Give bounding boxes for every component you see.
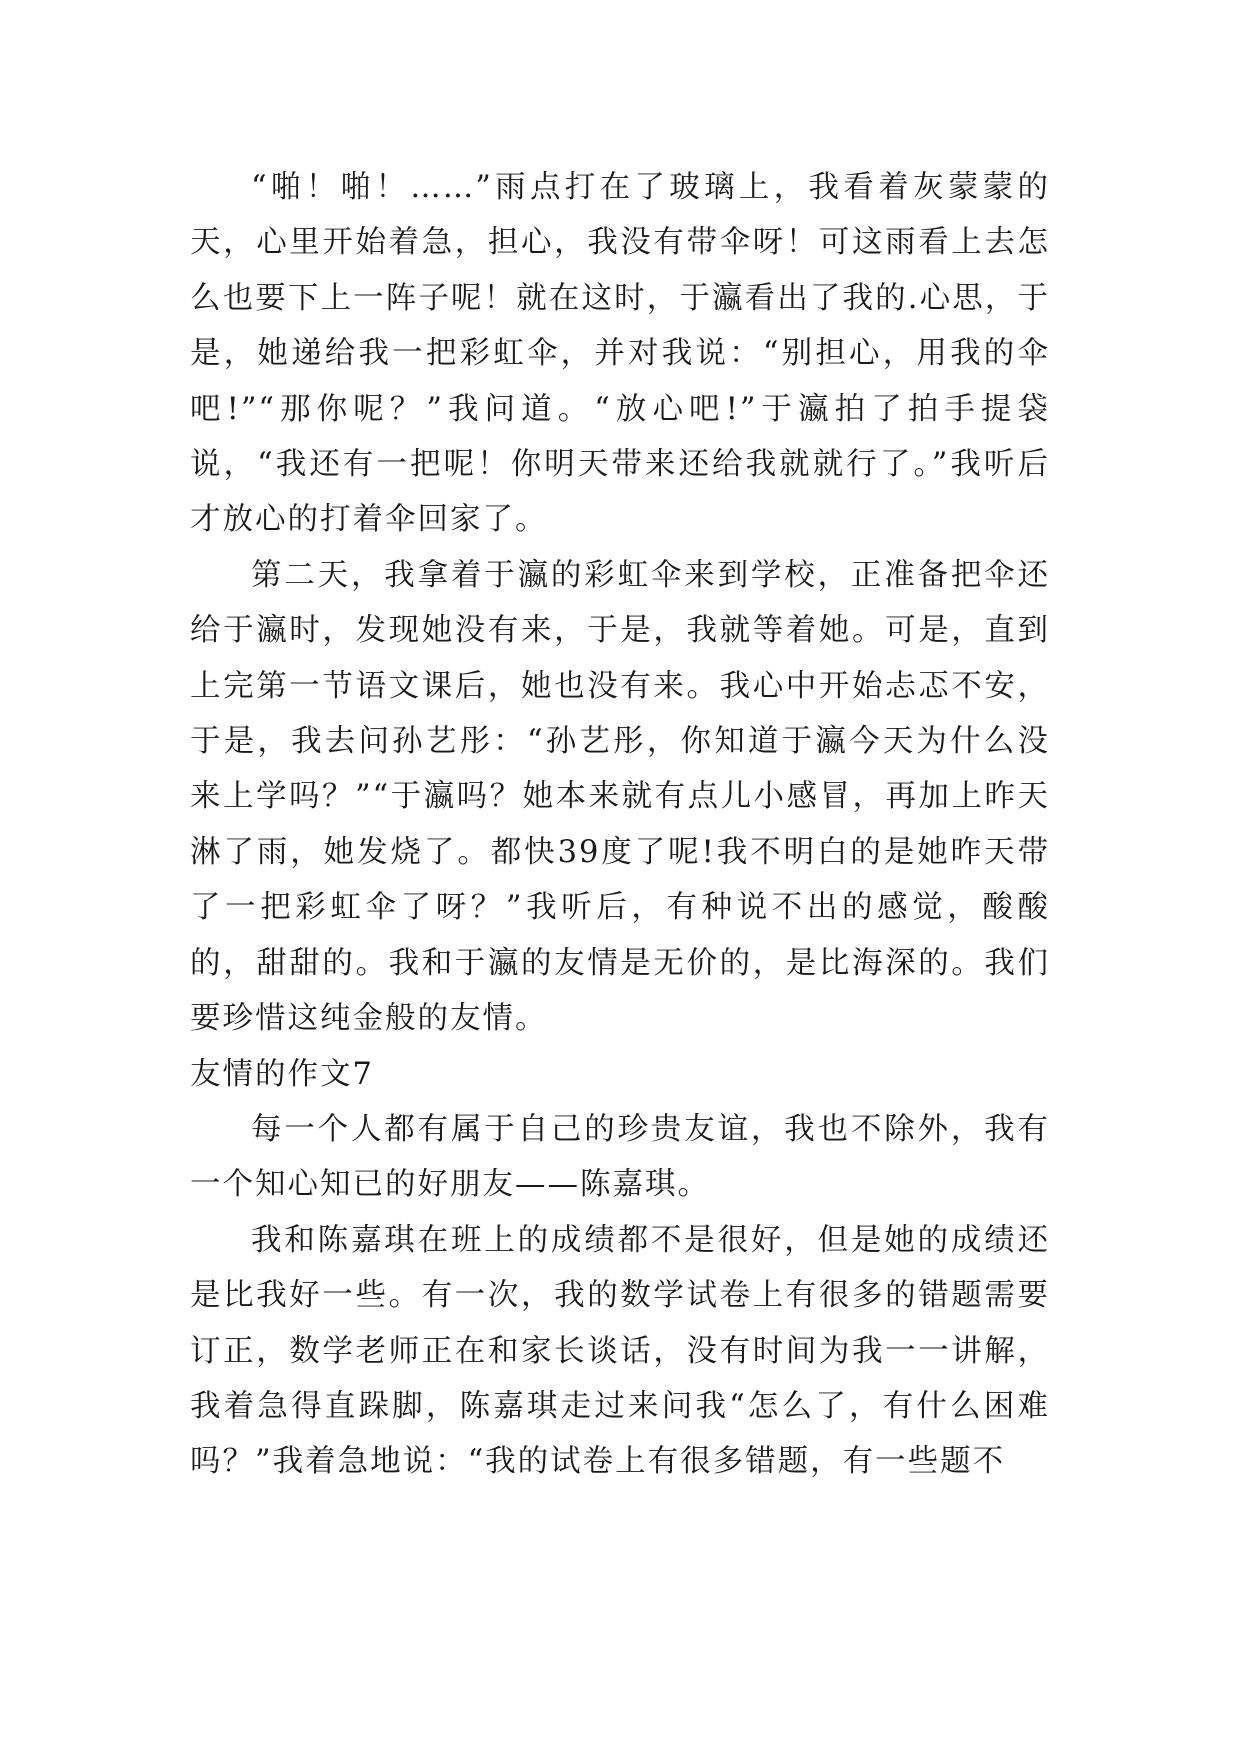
paragraph: 第二天，我拿着于瀛的彩虹伞来到学校，正准备把伞还给于瀛时，发现她没有来，于是，我就等着她。可是，直到上完第一节语文课后，她也没有来。我心中开始忐忑不安，于是，我去问孙艺彤：“孙艺彤，你知道于瀛今天为什么没来上学吗？”“于瀛吗？她本来就有点儿小感冒，再加上昨天淋了雨，她发烧了。都快39度了呢!我不明白的是她昨天带了一把彩虹伞了呀？”我听后，有种说不出的感觉，酸酸的，甜甜的。我和于瀛的友情是无价的，是比海深的。我们要珍惜这纯金般的友情。 bbox=[190, 557, 1050, 1037]
paragraph: “啪！啪！……”雨点打在了玻璃上，我看着灰蒙蒙的天，心里开始着急，担心，我没有带伞呀！可这雨看上去怎么也要下上一阵子呢！就在这时，于瀛看出了我的.心思，于是，她递给我一把彩虹伞，并对我说：“别担心，用我的伞吧!”“那你呢？”我问道。“放心吧!”于瀛拍了拍手提袋说，“我还有一把呢！你明天带来还给我就就行了。”我听后才放心的打着伞回家了。 bbox=[190, 170, 1050, 538]
paragraph: 我和陈嘉琪在班上的成绩都不是很好，但是她的成绩还是比我好一些。有一次，我的数学试卷上有很多的错题需要订正，数学老师正在和家长谈话，没有时间为我一一讲解，我着急得直跺脚，陈嘉琪走过来问我“怎么了，有什么困难吗？”我着急地说：“我的试卷上有很多错题，有一些题不 bbox=[190, 1222, 1050, 1480]
paragraph: 每一个人都有属于自己的珍贵友谊，我也不除外，我有一个知心知已的好朋友——陈嘉琪。 bbox=[190, 1111, 1050, 1203]
document-body bbox=[190, 160, 1050, 1490]
section-heading: 友情的作文7 bbox=[190, 1056, 374, 1092]
